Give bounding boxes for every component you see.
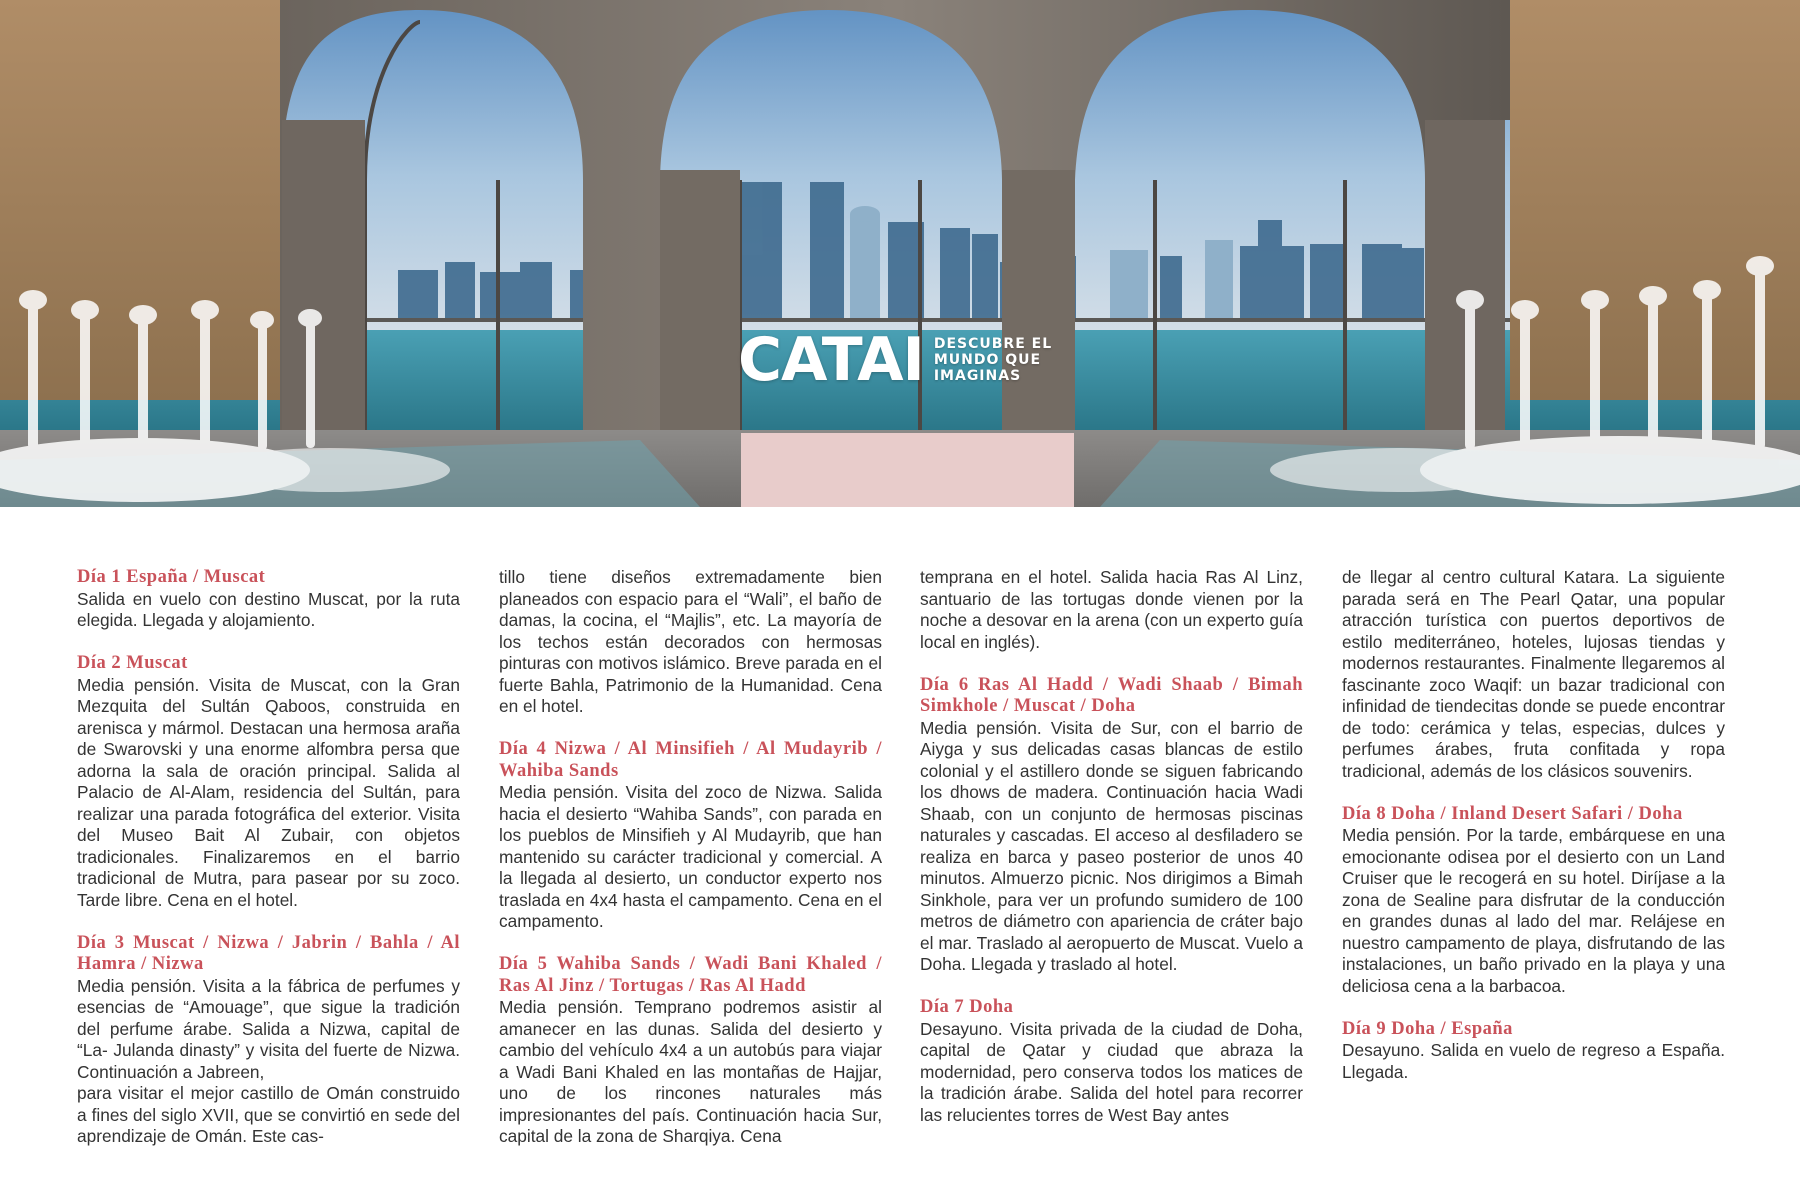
day-6-text: Media pensión. Visita de Sur, con el barrio de Aiyga y sus delicadas casas blancas de estilo colonial y el astillero donde se siguen fabricando los dhows de madera. Continuación hacia Wadi Shaab, con un conjunto de hermosas piscinas naturales y cascadas. El acceso al desfiladero se realiza en barca y paseo posterior de unos 40 minutos. Almuerzo picnic. Nos dirigimos a Bimah Sinkhole, para ver un profundo sumidero de 100 metros de diámetro con apariencia de cráter bajo el mar. Traslado al aeropuerto de Muscat. Vuelo a Doha. Llegada y traslado al hotel. [920, 717, 1303, 974]
brand-logo [738, 325, 1053, 395]
day-4-title: Día 4 Nizwa / Al Minsifieh / Al Mudayrib / Wahiba Sands [499, 739, 882, 781]
itinerary-day-1 [77, 567, 460, 632]
pink-accent-block [741, 433, 1074, 507]
day-3-text-end: tillo tiene diseños extremadamente bien planeados con espacio para el “Wali”, el baño de damas, la cocina, el “Majlis”, etc. La mayoría de los techos están decorados con hermosas pinturas con motivos islámico. Breve parada en el fuerte Bahla, Patrimonio de la Humanidad. Cena en el hotel. [499, 567, 882, 716]
day-7-title: Día 7 Doha [920, 997, 1014, 1017]
itinerary-day-4 [499, 739, 882, 933]
day-2-text: Media pensión. Visita de Muscat, con la Gran Mezquita del Sultán Qaboos, construida en arenisca y mármol. Destacan una hermosa araña de Swarovski y una enorme alfombra persa que adorna la sala de oración principal. Salida al Palacio de Al-Alam, residencia del Sultán, para realizar una parada fotográfica del exterior. Visita del Museo Bait Al Zubair, con objetos tradicionales. Finalizaremos en el barrio tradicional de Mutra, para pasear por su zoco. Tarde libre. Cena en el hotel. [77, 674, 460, 910]
itinerary-day-7-continued [1342, 567, 1725, 782]
hero-image [0, 0, 1800, 507]
itinerary-day-3 [77, 933, 460, 1148]
itinerary-day-7 [920, 997, 1303, 1126]
column-3 [920, 567, 1303, 1126]
brand-tagline [934, 336, 1052, 384]
day-8-title: Día 8 Doha / Inland Desert Safari / Doha [1342, 803, 1683, 824]
day-5-text-end: temprana en el hotel. Salida hacia Ras Al Linz, santuario de las tortugas donde vienen por la noche a desovar en la arena (con un experto guía local en inglés). [920, 567, 1303, 652]
day-6-title: Día 6 Ras Al Hadd / Wadi Shaab / Bimah Simkhole / Muscat / Doha [920, 674, 1303, 716]
day-3-title: Día 3 Muscat / Nizwa / Jabrin / Bahla / Al Hamra / Nizwa [77, 932, 460, 974]
itinerary-day-5 [499, 954, 882, 1148]
itinerary-day-2 [77, 653, 460, 911]
brand-tagline-line-1: DESCUBRE EL [933, 336, 1053, 352]
column-1 [77, 567, 460, 1148]
itinerary-day-6 [920, 675, 1303, 976]
day-9-text: Desayuno. Salida en vuelo de regreso a España. Llegada. [1342, 1040, 1725, 1082]
day-3-text: Media pensión. Visita a la fábrica de perfumes y esencias de “Amouage”, que sigue la tradición del perfume árabe. Salida a Nizwa, capital de “La- Julanda dinasty” y visita del fuerte de Nizwa. Continuación a Jabreen, [77, 975, 460, 1082]
day-2-title: Día 2 Muscat [77, 653, 188, 673]
day-5-text: Media pensión. Temprano podremos asistir al amanecer en las dunas. Salida del desierto y cambio del vehículo 4x4 a un autobús para viajar a Wadi Bani Khaled en las montañas de Hajjar, uno de los rincones naturales más impresionantes del país. Continuación hacia Sur, capital de la zona de Sharqiya. Cena [499, 997, 882, 1146]
itinerary-day-5-continued [920, 567, 1303, 653]
day-7-text: Desayuno. Visita privada de la ciudad de Doha, capital de Qatar y ciudad que abraza la modernidad, pero conserva todos los matices de la tradición árabe. Salida del hotel para recorrer las relucientes torres de West Bay antes [920, 1018, 1303, 1125]
day-9-title: Día 9 Doha / España [1342, 1018, 1513, 1039]
brand-tagline-line-2: MUNDO QUE [933, 352, 1042, 368]
day-5-title: Día 5 Wahiba Sands / Wadi Bani Khaled / Ras Al Jinz / Tortugas / Ras Al Hadd [499, 954, 882, 996]
itinerary-day-8 [1342, 804, 1725, 998]
itinerary-day-3-continued [499, 567, 882, 718]
day-3-text-continued: para visitar el mejor castillo de Omán construido a fines del siglo XVII, que se convirtió en sede del aprendizaje de Omán. Este cas- [77, 1083, 460, 1146]
day-8-text: Media pensión. Por la tarde, embárquese en una emocionante odisea por el desierto con un Land Cruiser que le recogerá en su hotel. Diríjase a la zona de Sealine para disfrutar de la conducción en grandes dunas al lado del mar. Relájese en nuestro campamento de playa, disfrutando de las instalaciones, un baño privado en la playa y una deliciosa cena a la barbacoa. [1342, 825, 1725, 996]
column-2 [499, 567, 882, 1148]
brand-tagline-line-3: IMAGINAS [933, 368, 1022, 384]
hero-illustration [0, 0, 1800, 507]
column-4 [1342, 567, 1725, 1083]
itinerary-day-9 [1342, 1019, 1725, 1084]
day-4-text: Media pensión. Visita del zoco de Nizwa. Salida hacia el desierto “Wahiba Sands”, con parada en los pueblos de Minsifieh y Al Mudayrib, que han mantenido su carácter tradicional y comercial. A la llegada al desierto, un conductor experto nos traslada en 4x4 hasta el campamento. Cena en el campamento. [499, 782, 882, 931]
day-1-title: Día 1 España / Muscat [77, 567, 266, 587]
day-7-text-end: de llegar al centro cultural Katara. La siguiente parada será en The Pearl Qatar, una popular atracción turística con puertos deportivos de estilo mediterráneo, hoteles, lujosas tiendas y modernos restaurantes. Finalmente llegaremos al fascinante zoco Waqif: un bazar tradicional con infinidad de tiendecitas donde se puede encontrar de todo: cerámica y telas, especias, dulces y perfumes árabes, fruta confitada y ropa tradicional, además de los clásicos souvenirs. [1342, 567, 1725, 781]
brand-name: CATAI [738, 325, 924, 395]
day-1-text: Salida en vuelo con destino Muscat, por la ruta elegida. Llegada y alojamiento. [77, 588, 460, 630]
